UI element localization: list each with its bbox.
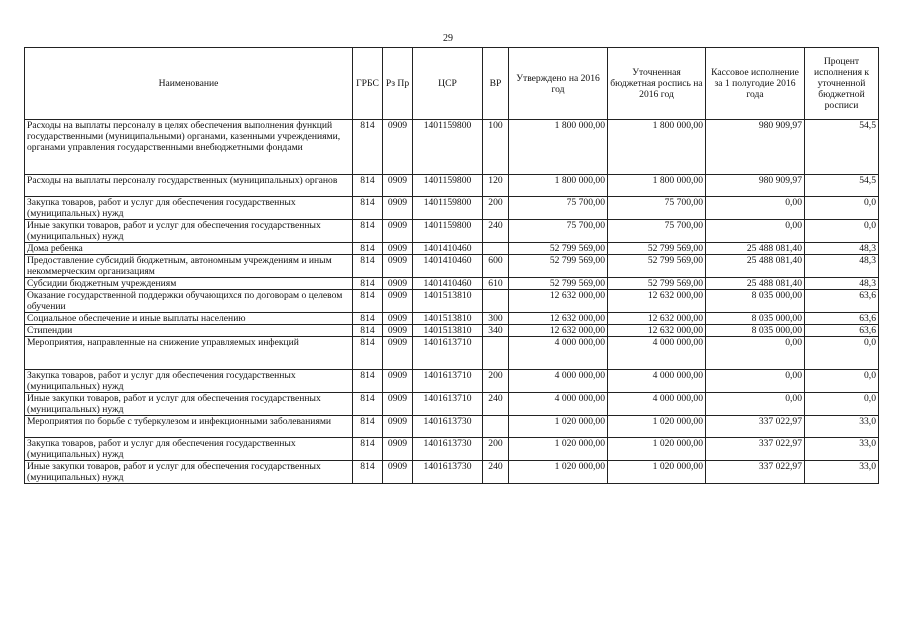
row-refined-cell: 52 799 569,00 <box>608 278 706 290</box>
row-refined-cell: 4 000 000,00 <box>608 370 706 393</box>
row-rzpr-cell: 0909 <box>383 243 413 255</box>
row-cash-cell: 0,00 <box>706 370 805 393</box>
row-rzpr-cell: 0909 <box>383 393 413 416</box>
row-vr-cell <box>483 290 509 313</box>
row-cash-cell: 0,00 <box>706 220 805 243</box>
table-row <box>25 313 879 325</box>
table-row <box>25 370 879 393</box>
row-percent-cell: 0,0 <box>805 337 879 370</box>
row-approved-cell: 12 632 000,00 <box>509 290 608 313</box>
row-refined-cell: 1 020 000,00 <box>608 438 706 461</box>
table-row <box>25 416 879 438</box>
header-refined: Уточненная бюджетная роспись на 2016 год <box>608 48 706 120</box>
row-approved-cell: 1 800 000,00 <box>509 175 608 197</box>
row-refined-cell: 75 700,00 <box>608 220 706 243</box>
row-csr-cell: 1401613710 <box>413 337 483 370</box>
row-percent-cell: 48,3 <box>805 255 879 278</box>
row-csr-cell: 1401613710 <box>413 393 483 416</box>
row-percent-cell: 0,0 <box>805 370 879 393</box>
row-grbs-cell: 814 <box>353 416 383 438</box>
row-refined-cell: 52 799 569,00 <box>608 255 706 278</box>
row-cash-cell: 980 909,97 <box>706 120 805 175</box>
row-vr-cell: 200 <box>483 438 509 461</box>
row-cash-cell: 0,00 <box>706 197 805 220</box>
row-grbs-cell: 814 <box>353 393 383 416</box>
row-cash-cell: 8 035 000,00 <box>706 290 805 313</box>
row-csr-cell: 1401513810 <box>413 313 483 325</box>
table-row <box>25 243 879 255</box>
row-refined-cell: 1 800 000,00 <box>608 120 706 175</box>
table-row <box>25 438 879 461</box>
row-percent-cell: 33,0 <box>805 416 879 438</box>
table-row <box>25 120 879 175</box>
row-cash-cell: 337 022,97 <box>706 416 805 438</box>
row-csr-cell: 1401513810 <box>413 325 483 337</box>
row-name-cell: Иные закупки товаров, работ и услуг для обеспечения государственных (муниципальных) нужд <box>25 461 353 484</box>
table-body <box>25 120 879 484</box>
row-rzpr-cell: 0909 <box>383 416 413 438</box>
row-rzpr-cell: 0909 <box>383 337 413 370</box>
row-name-cell: Иные закупки товаров, работ и услуг для обеспечения государственных (муниципальных) нужд <box>25 393 353 416</box>
row-csr-cell: 1401410460 <box>413 278 483 290</box>
row-cash-cell: 8 035 000,00 <box>706 325 805 337</box>
row-grbs-cell: 814 <box>353 461 383 484</box>
row-percent-cell: 0,0 <box>805 393 879 416</box>
row-refined-cell: 1 020 000,00 <box>608 461 706 484</box>
row-cash-cell: 0,00 <box>706 337 805 370</box>
row-name-cell: Стипендии <box>25 325 353 337</box>
header-vr: ВР <box>483 48 509 120</box>
row-name-cell: Оказание государственной поддержки обучающихся по договорам о целевом обучении <box>25 290 353 313</box>
header-percent: Процент исполнения к уточненной бюджетной росписи <box>805 48 879 120</box>
header-name: Наименование <box>25 48 353 120</box>
row-name-cell: Иные закупки товаров, работ и услуг для обеспечения государственных (муниципальных) нужд <box>25 220 353 243</box>
row-rzpr-cell: 0909 <box>383 313 413 325</box>
row-refined-cell: 1 800 000,00 <box>608 175 706 197</box>
row-vr-cell: 600 <box>483 255 509 278</box>
row-grbs-cell: 814 <box>353 337 383 370</box>
table-row <box>25 325 879 337</box>
row-vr-cell: 240 <box>483 461 509 484</box>
row-vr-cell: 300 <box>483 313 509 325</box>
row-rzpr-cell: 0909 <box>383 325 413 337</box>
row-percent-cell: 33,0 <box>805 461 879 484</box>
row-rzpr-cell: 0909 <box>383 197 413 220</box>
row-rzpr-cell: 0909 <box>383 120 413 175</box>
row-grbs-cell: 814 <box>353 370 383 393</box>
row-vr-cell: 610 <box>483 278 509 290</box>
row-cash-cell: 25 488 081,40 <box>706 255 805 278</box>
row-name-cell: Субсидии бюджетным учреждениям <box>25 278 353 290</box>
row-cash-cell: 25 488 081,40 <box>706 278 805 290</box>
row-percent-cell: 0,0 <box>805 197 879 220</box>
row-name-cell: Мероприятия, направленные на снижение управляемых инфекций <box>25 337 353 370</box>
row-refined-cell: 4 000 000,00 <box>608 337 706 370</box>
row-name-cell: Мероприятия по борьбе с туберкулезом и инфекционными заболеваниями <box>25 416 353 438</box>
row-approved-cell: 4 000 000,00 <box>509 337 608 370</box>
row-approved-cell: 12 632 000,00 <box>509 325 608 337</box>
table-row <box>25 255 879 278</box>
row-name-cell: Расходы на выплаты персоналу государственных (муниципальных) органов <box>25 175 353 197</box>
row-rzpr-cell: 0909 <box>383 290 413 313</box>
row-refined-cell: 1 020 000,00 <box>608 416 706 438</box>
row-vr-cell: 240 <box>483 393 509 416</box>
row-rzpr-cell: 0909 <box>383 438 413 461</box>
row-percent-cell: 33,0 <box>805 438 879 461</box>
row-approved-cell: 1 020 000,00 <box>509 461 608 484</box>
row-csr-cell: 1401159800 <box>413 120 483 175</box>
row-name-cell: Социальное обеспечение и иные выплаты населению <box>25 313 353 325</box>
row-approved-cell: 1 020 000,00 <box>509 416 608 438</box>
row-grbs-cell: 814 <box>353 175 383 197</box>
row-csr-cell: 1401159800 <box>413 220 483 243</box>
row-grbs-cell: 814 <box>353 278 383 290</box>
row-rzpr-cell: 0909 <box>383 175 413 197</box>
row-vr-cell: 200 <box>483 197 509 220</box>
row-csr-cell: 1401159800 <box>413 175 483 197</box>
row-approved-cell: 4 000 000,00 <box>509 370 608 393</box>
row-cash-cell: 337 022,97 <box>706 461 805 484</box>
row-name-cell: Предоставление субсидий бюджетным, автономным учреждениям и иным некоммерческим организациям <box>25 255 353 278</box>
row-grbs-cell: 814 <box>353 290 383 313</box>
row-refined-cell: 4 000 000,00 <box>608 393 706 416</box>
row-name-cell: Закупка товаров, работ и услуг для обеспечения государственных (муниципальных) нужд <box>25 370 353 393</box>
row-vr-cell <box>483 243 509 255</box>
row-refined-cell: 12 632 000,00 <box>608 290 706 313</box>
row-percent-cell: 63,6 <box>805 313 879 325</box>
row-approved-cell: 1 020 000,00 <box>509 438 608 461</box>
row-approved-cell: 75 700,00 <box>509 220 608 243</box>
row-refined-cell: 75 700,00 <box>608 197 706 220</box>
row-percent-cell: 63,6 <box>805 325 879 337</box>
row-cash-cell: 0,00 <box>706 393 805 416</box>
row-percent-cell: 63,6 <box>805 290 879 313</box>
row-percent-cell: 54,5 <box>805 120 879 175</box>
row-cash-cell: 25 488 081,40 <box>706 243 805 255</box>
row-vr-cell: 200 <box>483 370 509 393</box>
header-cash: Кассовое исполнение за 1 полугодие 2016 года <box>706 48 805 120</box>
row-approved-cell: 52 799 569,00 <box>509 255 608 278</box>
table-row <box>25 220 879 243</box>
table-row <box>25 393 879 416</box>
budget-table <box>24 47 879 484</box>
row-name-cell: Закупка товаров, работ и услуг для обеспечения государственных (муниципальных) нужд <box>25 438 353 461</box>
row-grbs-cell: 814 <box>353 313 383 325</box>
table-row <box>25 337 879 370</box>
row-csr-cell: 1401613730 <box>413 416 483 438</box>
row-refined-cell: 12 632 000,00 <box>608 313 706 325</box>
header-rzpr: Рз Пр <box>383 48 413 120</box>
row-csr-cell: 1401513810 <box>413 290 483 313</box>
row-rzpr-cell: 0909 <box>383 370 413 393</box>
row-approved-cell: 12 632 000,00 <box>509 313 608 325</box>
row-vr-cell: 340 <box>483 325 509 337</box>
header-csr: ЦСР <box>413 48 483 120</box>
row-csr-cell: 1401159800 <box>413 197 483 220</box>
table-row <box>25 197 879 220</box>
row-csr-cell: 1401613710 <box>413 370 483 393</box>
header-approved: Утверждено на 2016 год <box>509 48 608 120</box>
row-rzpr-cell: 0909 <box>383 278 413 290</box>
row-approved-cell: 75 700,00 <box>509 197 608 220</box>
row-percent-cell: 0,0 <box>805 220 879 243</box>
row-approved-cell: 52 799 569,00 <box>509 243 608 255</box>
row-csr-cell: 1401410460 <box>413 255 483 278</box>
row-vr-cell: 240 <box>483 220 509 243</box>
table-row <box>25 290 879 313</box>
row-refined-cell: 12 632 000,00 <box>608 325 706 337</box>
row-vr-cell: 120 <box>483 175 509 197</box>
row-vr-cell: 100 <box>483 120 509 175</box>
row-grbs-cell: 814 <box>353 438 383 461</box>
row-rzpr-cell: 0909 <box>383 220 413 243</box>
row-refined-cell: 52 799 569,00 <box>608 243 706 255</box>
row-csr-cell: 1401613730 <box>413 461 483 484</box>
row-vr-cell <box>483 337 509 370</box>
page-number: 29 <box>443 33 453 44</box>
row-grbs-cell: 814 <box>353 120 383 175</box>
row-grbs-cell: 814 <box>353 325 383 337</box>
row-cash-cell: 980 909,97 <box>706 175 805 197</box>
row-cash-cell: 337 022,97 <box>706 438 805 461</box>
row-rzpr-cell: 0909 <box>383 461 413 484</box>
row-approved-cell: 4 000 000,00 <box>509 393 608 416</box>
row-name-cell: Дома ребенка <box>25 243 353 255</box>
row-percent-cell: 48,3 <box>805 243 879 255</box>
row-percent-cell: 48,3 <box>805 278 879 290</box>
row-csr-cell: 1401410460 <box>413 243 483 255</box>
row-grbs-cell: 814 <box>353 220 383 243</box>
row-vr-cell <box>483 416 509 438</box>
table-row <box>25 461 879 484</box>
table-header-row <box>25 48 879 120</box>
row-name-cell: Расходы на выплаты персоналу в целях обеспечения выполнения функций государственными (муниципальными) органами, казенными учреждениями, органами управления государственными внебюджетными фондами <box>25 120 353 175</box>
row-approved-cell: 1 800 000,00 <box>509 120 608 175</box>
row-cash-cell: 8 035 000,00 <box>706 313 805 325</box>
row-csr-cell: 1401613730 <box>413 438 483 461</box>
table-row <box>25 278 879 290</box>
row-rzpr-cell: 0909 <box>383 255 413 278</box>
row-grbs-cell: 814 <box>353 243 383 255</box>
row-grbs-cell: 814 <box>353 255 383 278</box>
header-grbs: ГРБС <box>353 48 383 120</box>
row-name-cell: Закупка товаров, работ и услуг для обеспечения государственных (муниципальных) нужд <box>25 197 353 220</box>
row-approved-cell: 52 799 569,00 <box>509 278 608 290</box>
row-percent-cell: 54,5 <box>805 175 879 197</box>
table-row <box>25 175 879 197</box>
row-grbs-cell: 814 <box>353 197 383 220</box>
